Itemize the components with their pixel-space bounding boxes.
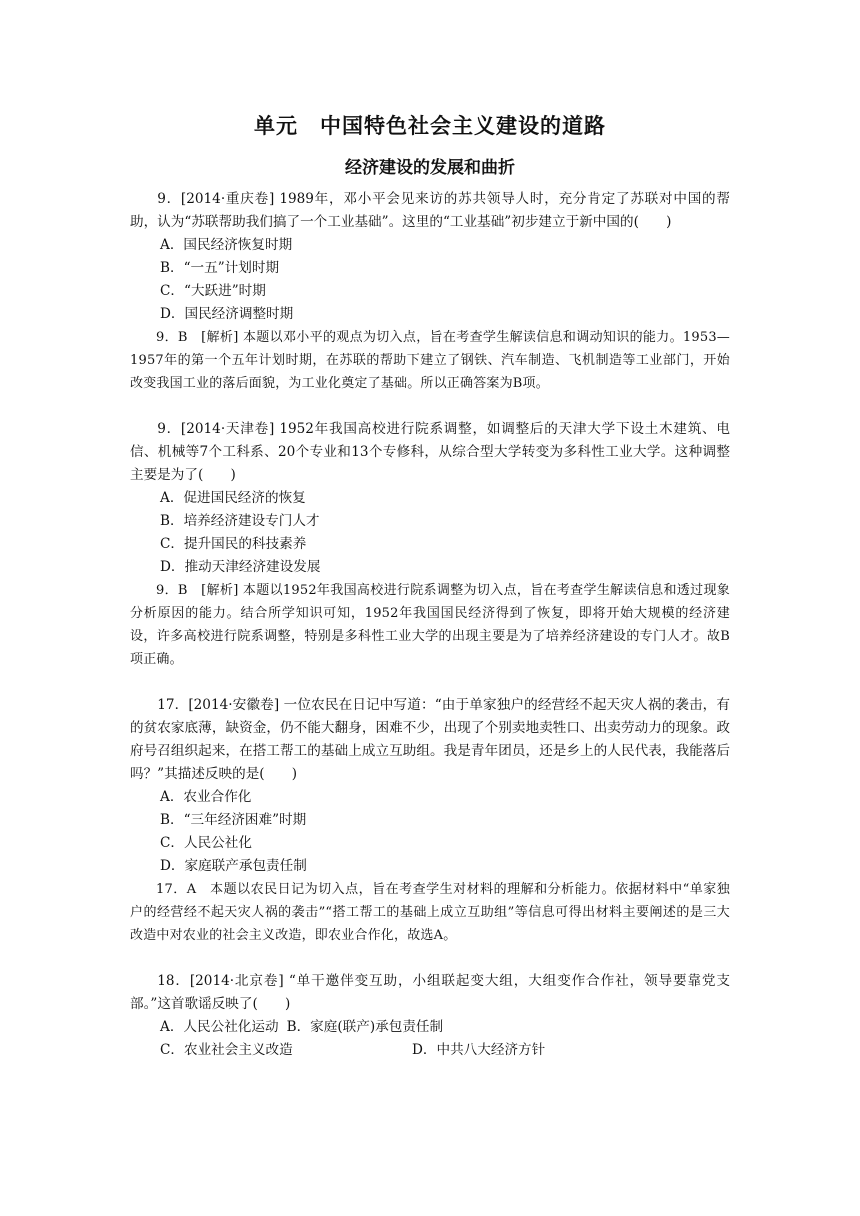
- option-c: C．农业社会主义改造: [160, 1042, 293, 1058]
- page-title: 单元 中国特色社会主义建设的道路: [254, 113, 606, 138]
- answer-explanation: 9．B [解析] 本题以1952年我国高校进行院系调整为切入点，旨在考查学生解读信息和透过现象分析原因的能力。结合所学知识可知，1952年我国国民经济得到了恢复，即将开始大规模的经济建设，许多高校进行院系调整，特别是多科性工业大学的出现主要是为了培养经济建设的专门人才。故B项正确。: [130, 583, 730, 667]
- question-stem: 18．[2014·北京卷] “单干邀伴变互助，小组联起变大组，大组变作合作社，领导要靠党支部。”这首歌谣反映了( ): [130, 973, 730, 1012]
- question-block: [130, 188, 730, 395]
- question-block: [130, 418, 730, 671]
- option-b: B．培养经济建设专门人才: [160, 513, 320, 529]
- question-stem: 17．[2014·安徽卷] 一位农民在日记中写道：“由于单家独户的经营经不起天灾人祸的袭击，有的贫农家底薄，缺资金，仍不能大翻身，困难不少，出现了个别卖地卖牲口、出卖劳动力的现象。政府号召组织起来，在搭工帮工的基础上成立互助组。我是青年团员，还是乡上的人民代表，我能落后吗？”其描述反映的是( ): [130, 697, 730, 782]
- option-b: B．家庭(联产)承包责任制: [286, 1019, 444, 1035]
- options-row: [130, 1039, 730, 1062]
- answer-explanation: 17．A 本题以农民日记为切入点，旨在考查学生对材料的理解和分析能力。依据材料中“单家独户的经营经不起天灾人祸的袭击”“搭工帮工的基础上成立互助组”等信息可得出材料主要阐述的是三大改造中对农业的社会主义改造，即农业合作化，故选A。: [130, 882, 730, 943]
- option-d: D．家庭联产承包责任制: [160, 858, 307, 874]
- options-row: [130, 1016, 730, 1039]
- option-b: B．“三年经济困难”时期: [160, 812, 307, 828]
- option-d: D．中共八大经济方针: [412, 1042, 546, 1058]
- question-block: [130, 970, 730, 1062]
- document-page: [130, 112, 730, 1062]
- answer-explanation: 9．B [解析] 本题以邓小平的观点为切入点，旨在考查学生解读信息和调动知识的能力。1953—1957年的第一个五年计划时期，在苏联的帮助下建立了钢铁、汽车制造、飞机制造等工业部门，开始改变我国工业的落后面貌，为工业化奠定了基础。所以正确答案为B项。: [130, 330, 730, 391]
- question-stem: 9．[2014·天津卷] 1952年我国高校进行院系调整，如调整后的天津大学下设土木建筑、电信、机械等7个工科系、20个专业和13个专修科，从综合型大学转变为多科性工业大学。这种调整主要是为了( ): [130, 421, 730, 483]
- question-stem: 9．[2014·重庆卷] 1989年，邓小平会见来访的苏共领导人时，充分肯定了苏联对中国的帮助，认为“苏联帮助我们搞了一个工业基础”。这里的“工业基础”初步建立于新中国的( ): [130, 191, 730, 230]
- option-c: C．人民公社化: [160, 835, 252, 851]
- option-a: A．农业合作化: [160, 789, 252, 805]
- question-block: [130, 694, 730, 947]
- option-d: D．推动天津经济建设发展: [160, 559, 321, 575]
- option-d: D．国民经济调整时期: [160, 306, 294, 322]
- section-subtitle: 经济建设的发展和曲折: [345, 158, 515, 178]
- option-a: A．人民公社化运动: [160, 1019, 279, 1035]
- option-b: B．“一五”计划时期: [160, 260, 280, 276]
- option-c: C．“大跃进”时期: [160, 283, 266, 299]
- option-c: C．提升国民的科技素养: [160, 536, 307, 552]
- option-a: A．国民经济恢复时期: [160, 237, 293, 253]
- option-a: A．促进国民经济的恢复: [160, 490, 306, 506]
